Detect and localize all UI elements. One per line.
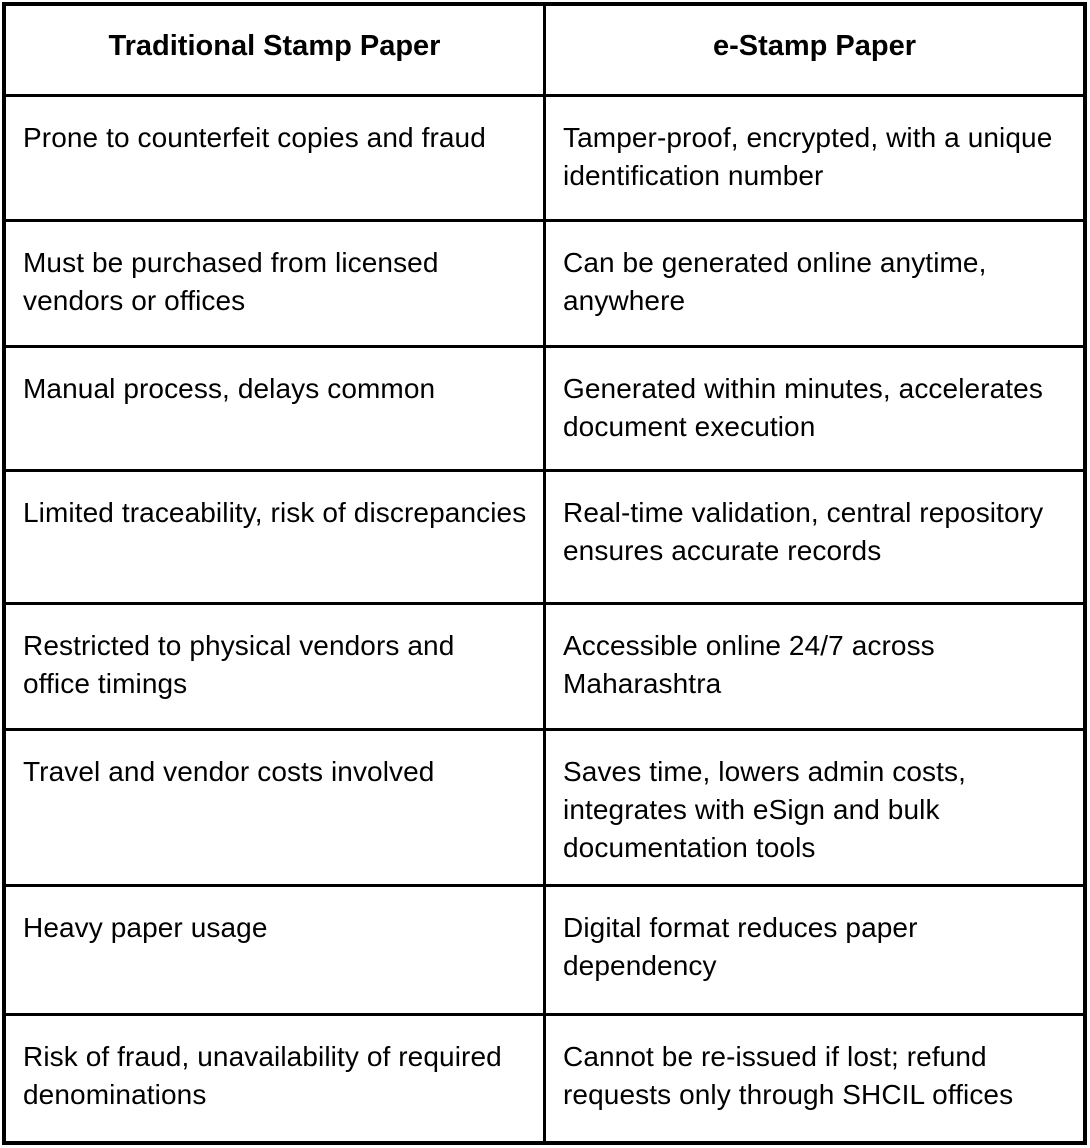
cell-traditional: Heavy paper usage [4,886,545,1015]
column-header-traditional-stamp-paper: Traditional Stamp Paper [4,4,545,95]
cell-estamp: Digital format reduces paper dependency [545,886,1086,1015]
cell-estamp: Saves time, lowers admin costs, integrates with eSign and bulk documentation tools [545,730,1086,886]
table-row [4,1015,1085,1143]
column-header-e-stamp-paper: e-Stamp Paper [545,4,1086,95]
cell-traditional: Prone to counterfeit copies and fraud [4,95,545,220]
cell-traditional: Manual process, delays common [4,346,545,470]
cell-traditional: Restricted to physical vendors and office timings [4,603,545,729]
table-row [4,220,1085,346]
cell-estamp: Generated within minutes, accelerates document execution [545,346,1086,470]
cell-traditional: Limited traceability, risk of discrepancies [4,470,545,603]
stamp-paper-comparison-table [2,2,1087,1145]
cell-estamp: Can be generated online anytime, anywhere [545,220,1086,346]
cell-traditional: Travel and vendor costs involved [4,730,545,886]
table-row [4,470,1085,603]
table-row [4,886,1085,1015]
table-row [4,730,1085,886]
table-row [4,346,1085,470]
cell-traditional: Risk of fraud, unavailability of required denominations [4,1015,545,1143]
cell-estamp: Cannot be re-issued if lost; refund requests only through SHCIL offices [545,1015,1086,1143]
header-row [4,4,1085,95]
table-row [4,603,1085,729]
table-row [4,95,1085,220]
cell-estamp: Tamper-proof, encrypted, with a unique identification number [545,95,1086,220]
cell-estamp: Accessible online 24/7 across Maharashtra [545,603,1086,729]
cell-traditional: Must be purchased from licensed vendors or offices [4,220,545,346]
cell-estamp: Real-time validation, central repository ensures accurate records [545,470,1086,603]
